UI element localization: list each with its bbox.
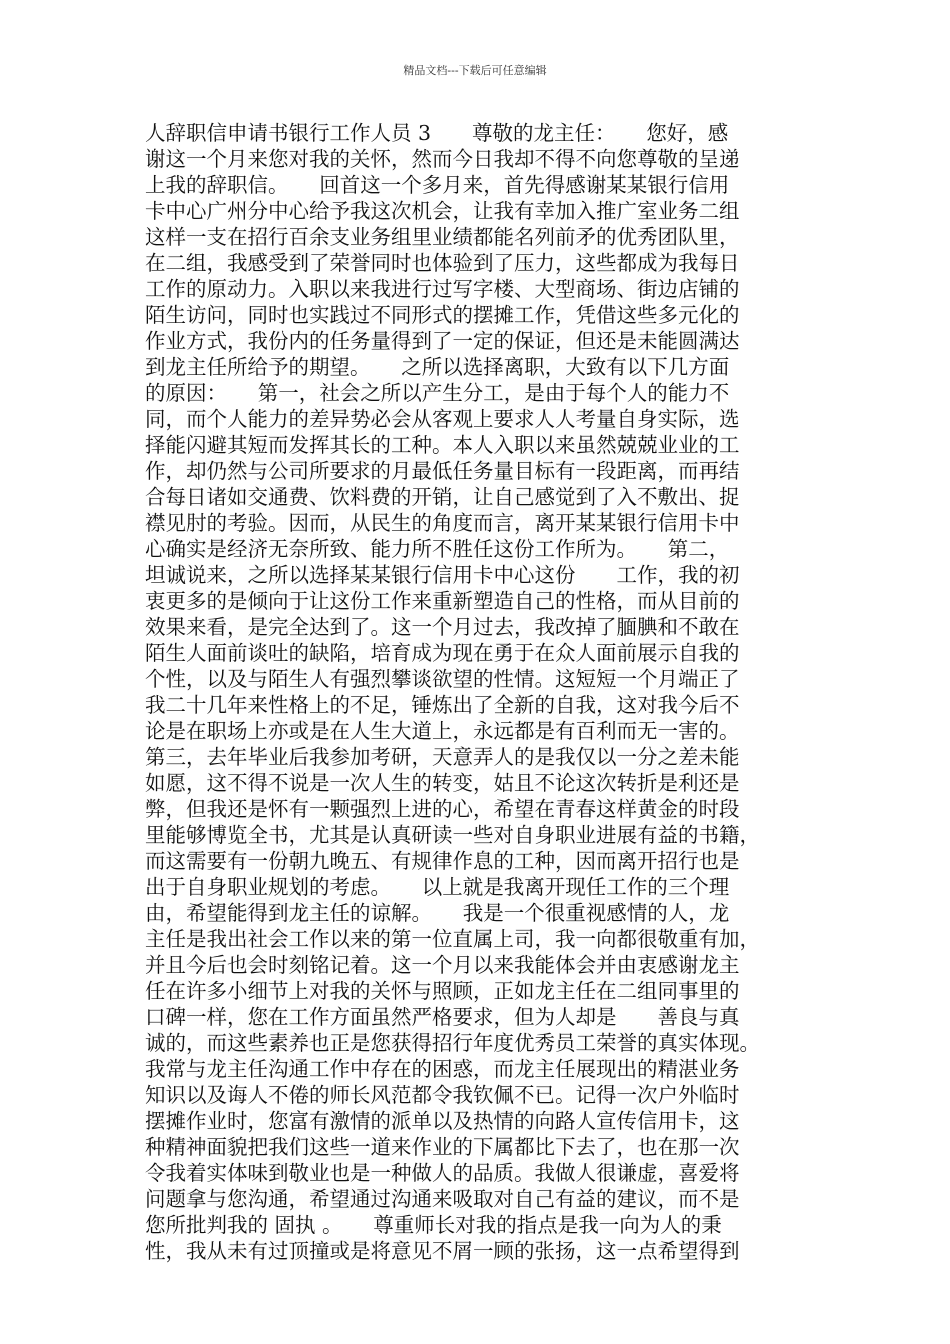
body-text-line: 主任是我出社会工作以来的第一位直属上司，我一向都很敬重有加，	[145, 927, 760, 951]
body-text-line: 并且今后也会时刻铭记着。这一个月以来我能体会并由衷感谢龙主	[145, 953, 740, 977]
page-header: 精品文档---下载后可任意编辑	[403, 64, 547, 77]
body-text-line: 口碑一样，您在工作方面虽然严格要求，但为人却是 善良与真	[145, 1005, 740, 1029]
body-text-line: 合每日诸如交通费、饮料费的开销，让自己感觉到了入不敷出、捉	[145, 485, 740, 509]
body-text-line: 种精神面貌把我们这些一道来作业的下属都比下去了，也在那一次	[145, 1135, 740, 1159]
body-text-line: 个性，以及与陌生人有强烈攀谈欲望的性情。这短短一个月端正了	[145, 667, 740, 691]
body-text-line: 在二组，我感受到了荣誉同时也体验到了压力，这些都成为我每日	[145, 251, 740, 275]
body-text-line: 襟见肘的考验。因而，从民生的角度而言，离开某某银行信用卡中	[145, 511, 740, 535]
body-text-line: 陌生人面前谈吐的缺陷，培育成为现在勇于在众人面前展示自我的	[145, 641, 740, 665]
body-text-line: 这样一支在招行百余支业务组里业绩都能名列前矛的优秀团队里，	[145, 225, 740, 249]
body-text-line: 而这需要有一份朝九晚五、有规律作息的工种，因而离开招行也是	[145, 849, 740, 873]
body-text-line: 工作的原动力。入职以来我进行过写字楼、大型商场、街边店铺的	[145, 277, 740, 301]
body-text-line: 您所批判我的 固执 。 尊重师长对我的指点是我一向为人的秉	[145, 1213, 722, 1237]
body-text-line: 弊，但我还是怀有一颗强烈上进的心，希望在青春这样黄金的时段	[145, 797, 740, 821]
body-text-line: 的原因： 第一，社会之所以产生分工，是由于每个人的能力不	[145, 381, 730, 405]
body-text-line: 择能闪避其短而发挥其长的工种。本人入职以来虽然兢兢业业的工	[145, 433, 740, 457]
body-text-line: 性，我从未有过顶撞或是将意见不屑一顾的张扬，这一点希望得到	[145, 1239, 740, 1263]
body-text-line: 卡中心广州分中心给予我这次机会，让我有幸加入推广室业务二组	[145, 199, 740, 223]
body-text-line: 上我的辞职信。 回首这一个多月来，首先得感谢某某银行信用	[145, 173, 730, 197]
body-text-line: 我二十几年来性格上的不足，锤炼出了全新的自我，这对我今后不	[145, 693, 740, 717]
body-text-line: 谢这一个月来您对我的关怀，然而今日我却不得不向您尊敬的呈递	[145, 147, 740, 171]
body-text-line: 第三，去年毕业后我参加考研，天意弄人的是我仅以一分之差未能	[145, 745, 740, 769]
body-text-line: 到龙主任所给予的期望。 之所以选择离职，大致有以下几方面	[145, 355, 730, 379]
body-text-line: 作，却仍然与公司所要求的月最低任务量目标有一段距离，而再结	[145, 459, 740, 483]
body-text-line: 心确实是经济无奈所致、能力所不胜任这份工作所为。 第二，	[145, 537, 730, 561]
body-text-line: 同，而个人能力的差异势必会从客观上要求人人考量自身实际，选	[145, 407, 740, 431]
body-text-line: 问题拿与您沟通，希望通过沟通来吸取对自己有益的建议，而不是	[145, 1187, 740, 1211]
body-text-line: 我常与龙主任沟通工作中存在的困惑，而龙主任展现出的精湛业务	[145, 1057, 740, 1081]
body-text-line: 里能够博览全书，尤其是认真研读一些对自身职业进展有益的书籍，	[145, 823, 760, 847]
body-text-line: 陌生访问，同时也实践过不同形式的摆摊工作，凭借这些多元化的	[145, 303, 740, 327]
body-text-line: 任在许多小细节上对我的关怀与照顾，正如龙主任在二组同事里的	[145, 979, 740, 1003]
body-text-line: 作业方式，我份内的任务量得到了一定的保证，但还是未能圆满达	[145, 329, 740, 353]
body-text-line: 如愿，这不得不说是一次人生的转变，姑且不论这次转折是利还是	[145, 771, 740, 795]
body-text-line: 效果来看，是完全达到了。这一个月过去，我改掉了腼腆和不敢在	[145, 615, 740, 639]
body-text-line: 诚的，而这些素养也正是您获得招行年度优秀员工荣誉的真实体现。	[145, 1031, 760, 1055]
body-text-line: 知识以及诲人不倦的师长风范都令我钦佩不已。记得一次户外临时	[145, 1083, 740, 1107]
body-text-line: 出于自身职业规划的考虑。 以上就是我离开现任工作的三个理	[145, 875, 730, 899]
body-text-line: 论是在职场上亦或是在人生大道上，永远都是有百利而无一害的。	[145, 719, 740, 743]
body-text-line: 令我着实体味到敬业也是一种做人的品质。我做人很谦虚，喜爱将	[145, 1161, 740, 1185]
document-body	[145, 120, 805, 1264]
body-text-line: 坦诚说来，之所以选择某某银行信用卡中心这份 工作，我的初	[145, 563, 740, 587]
body-text-line: 人辞职信申请书银行工作人员 3 尊敬的龙主任： 您好，感	[145, 121, 729, 145]
body-text-line: 由，希望能得到龙主任的谅解。 我是一个很重视感情的人，龙	[145, 901, 730, 925]
body-text-line: 衷更多的是倾向于让这份工作来重新塑造自己的性格，而从目前的	[145, 589, 740, 613]
body-text-line: 摆摊作业时，您富有激情的派单以及热情的向路人宣传信用卡，这	[145, 1109, 740, 1133]
